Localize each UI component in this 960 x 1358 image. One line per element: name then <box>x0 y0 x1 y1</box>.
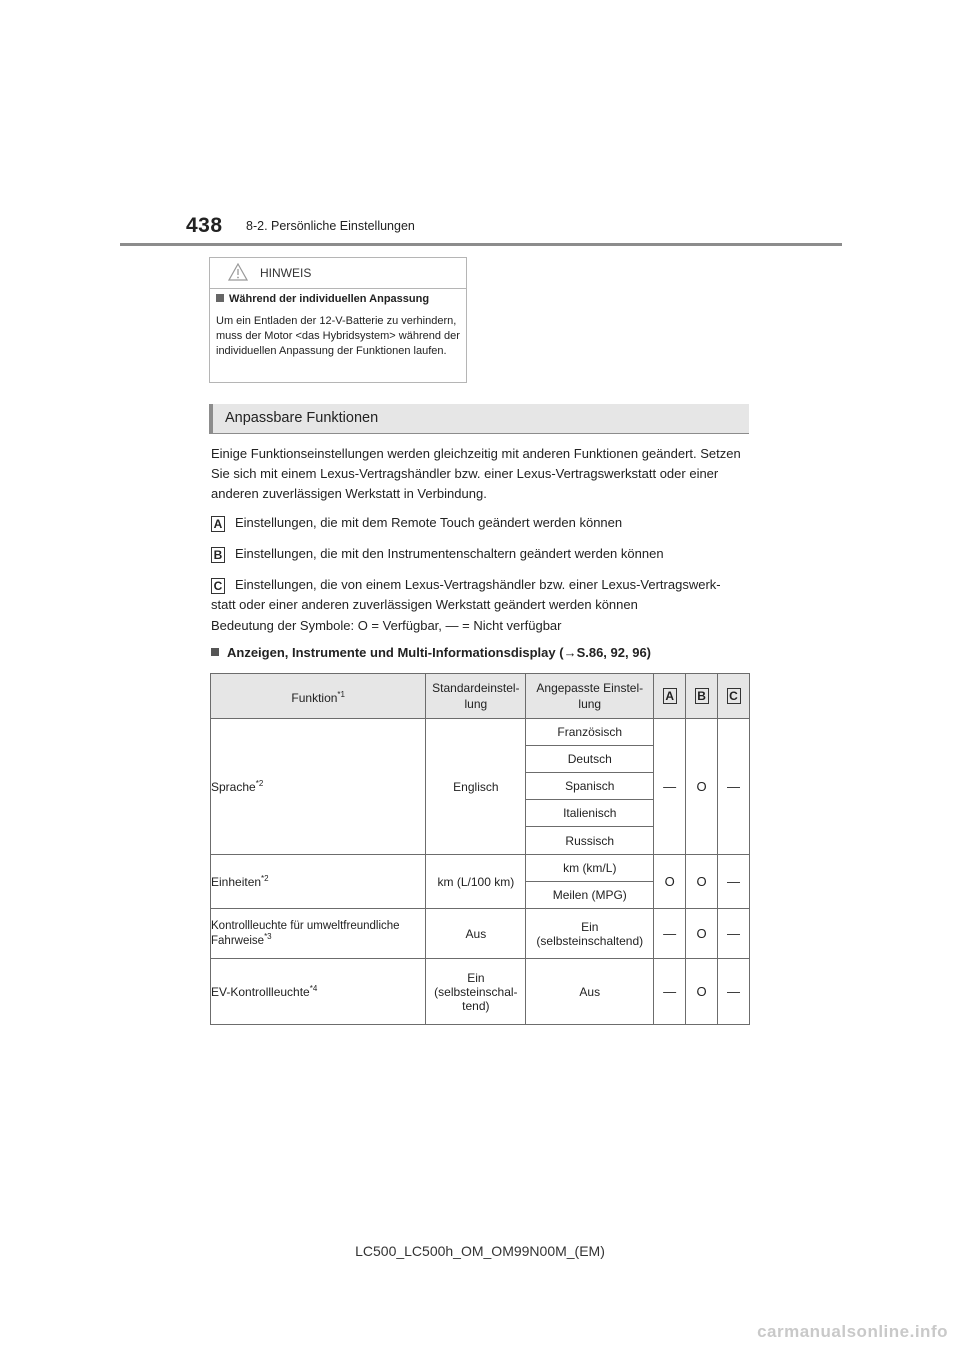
notice-box <box>209 257 467 383</box>
table-row <box>211 855 750 882</box>
warning-triangle-icon <box>228 263 248 281</box>
cell-a-einheiten: O <box>654 855 686 909</box>
cell-b-kontrollleuchte: O <box>686 909 718 959</box>
cell-function-sprache: Sprache$^{*2}$ <box>211 719 426 855</box>
section-heading: Anpassbare Funktionen <box>225 410 379 426</box>
cell-option-kontrollleuchte: Ein (selbsteinschaltend) <box>526 909 654 959</box>
cell-c-ev: — <box>718 959 750 1025</box>
section-title: 8-2. Persönliche Einstellungen <box>246 219 415 233</box>
cell-option: Französisch <box>526 719 654 746</box>
cell-default-sprache: Englisch <box>426 719 526 855</box>
cell-b-ev: O <box>686 959 718 1025</box>
cell-default-einheiten: km (L/100 km) <box>426 855 526 909</box>
cell-function-kontrollleuchte: Kontrollleuchte für umweltfreundliche Fahrweise$^{*3}$ <box>211 909 426 959</box>
table-row <box>211 719 750 746</box>
cell-default-kontrollleuchte: Aus <box>426 909 526 959</box>
cell-option-ev: Aus <box>526 959 654 1025</box>
notice-body: Um ein Entladen der 12-V-Batterie zu verhindern, muss der Motor <das Hybridsystem> während der individuellen Anpassung der Funktionen laufen. <box>216 315 460 357</box>
notice-title: HINWEIS <box>260 266 312 280</box>
cell-function-ev: EV-Kontrollleuchte$^{*4}$ <box>211 959 426 1025</box>
bullet-square-icon <box>211 648 219 656</box>
symbols-legend: Bedeutung der Symbole: O = Verfügbar, — = Nicht verfügbar <box>211 618 562 633</box>
col-header-c: C <box>718 674 750 719</box>
cell-a-sprache: — <box>654 719 686 855</box>
col-header-function: Funktion$^{*1}$ <box>211 674 426 719</box>
header-divider <box>120 243 842 246</box>
letter-a-badge: A <box>211 516 225 532</box>
cell-c-einheiten: — <box>718 855 750 909</box>
cell-b-einheiten: O <box>686 855 718 909</box>
notice-header <box>210 258 466 289</box>
legend-text-c: Einstellungen, die von einem Lexus-Vertragshändler bzw. einer Lexus-Vertragswerk- <box>235 577 721 592</box>
cell-option: Russisch <box>526 827 654 855</box>
document-code: LC500_LC500h_OM_OM99N00M_(EM) <box>355 1243 605 1259</box>
cell-option: Spanisch <box>526 773 654 800</box>
section-heading-bar <box>209 404 749 434</box>
legend-text-b: Einstellungen, die mit den Instrumentenschaltern geändert werden können <box>235 546 664 561</box>
cell-option: Meilen (MPG) <box>526 882 654 909</box>
letter-b-badge: B <box>211 547 225 563</box>
cell-function-einheiten: Einheiten$^{*2}$ <box>211 855 426 909</box>
cell-option: Deutsch <box>526 746 654 773</box>
page-number: 438 <box>186 214 223 237</box>
table-header-row <box>211 674 750 719</box>
watermark: carmanualsonline.info <box>757 1322 948 1341</box>
col-header-default: Standardeinstel-lung <box>426 674 526 719</box>
cell-option: km (km/L) <box>526 855 654 882</box>
cell-c-kontrollleuchte: — <box>718 909 750 959</box>
cell-c-sprache: — <box>718 719 750 855</box>
letter-c-badge: C <box>211 578 225 594</box>
cell-a-kontrollleuchte: — <box>654 909 686 959</box>
cell-b-sprache: O <box>686 719 718 855</box>
cell-default-ev: Ein (selbsteinschal- tend) <box>426 959 526 1025</box>
intro-paragraph: Einige Funktionseinstellungen werden gleichzeitig mit anderen Funktionen geändert. Setzen Sie sich mit einem Lexus-Vertragshändler bzw. einer Lexus-Vertragswerkstatt oder einer anderen zuverlässigen Werkstatt in Verbindung. <box>211 446 741 501</box>
notice-subheading <box>216 293 429 305</box>
legend-text-c-cont: statt oder einer anderen zuverlässigen Werkstatt geändert werden können <box>211 597 638 612</box>
col-header-custom: Angepasste Einstel-lung <box>526 674 654 719</box>
col-header-b: B <box>686 674 718 719</box>
col-header-a: A <box>654 674 686 719</box>
cell-a-ev: — <box>654 959 686 1025</box>
notice-subheading-text: Während der individuellen Anpassung <box>229 293 430 305</box>
functions-table <box>210 673 750 1025</box>
table-row <box>211 959 750 1025</box>
table-row <box>211 909 750 959</box>
legend-text-a: Einstellungen, die mit dem Remote Touch geändert werden können <box>235 515 623 530</box>
bullet-square-icon <box>216 294 224 302</box>
table-heading <box>211 645 651 660</box>
cell-option: Italienisch <box>526 800 654 827</box>
table-heading-text: Anzeigen, Instrumente und Multi-Informationsdisplay (→S.86, 92, 96) <box>227 645 652 660</box>
